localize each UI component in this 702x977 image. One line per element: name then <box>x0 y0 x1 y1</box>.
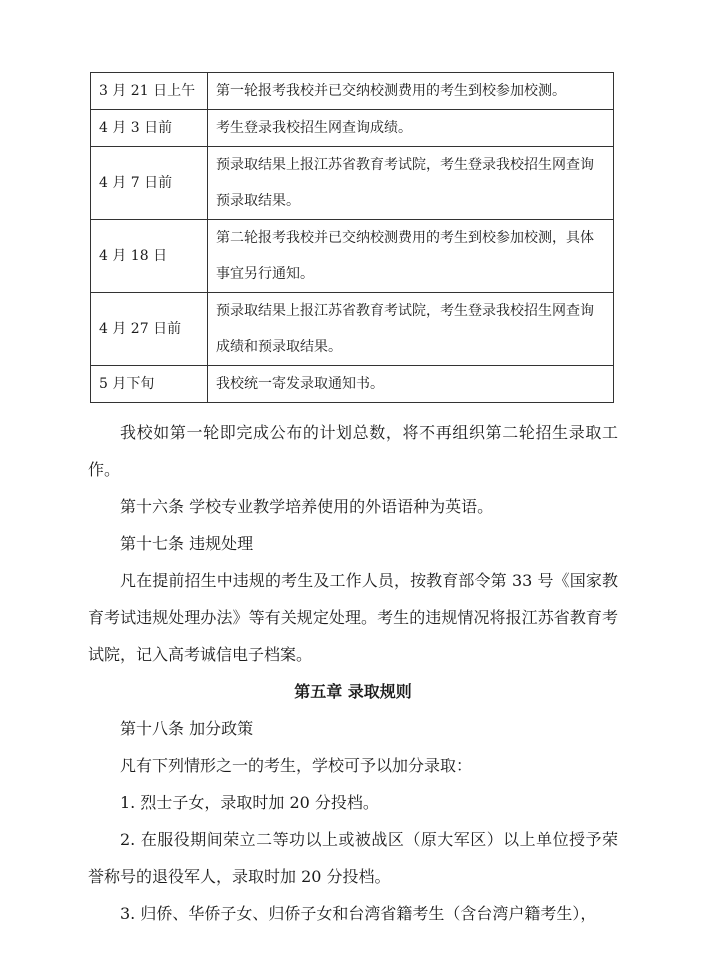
table-row <box>91 110 614 147</box>
schedule-date: 4 月 18 日 <box>91 220 208 293</box>
table-row <box>91 293 614 366</box>
schedule-event: 预录取结果上报江苏省教育考试院，考生登录我校招生网查询成绩和预录取结果。 <box>208 293 614 366</box>
schedule-date: 4 月 7 日前 <box>91 147 208 220</box>
schedule-event: 预录取结果上报江苏省教育考试院，考生登录我校招生网查询预录取结果。 <box>208 147 614 220</box>
bonus-item-2: 2. 在服役期间荣立二等功以上或被战区（原大军区）以上单位授予荣誉称号的退役军人，录取时加 20 分投档。 <box>88 830 618 886</box>
schedule-table <box>90 72 614 403</box>
schedule-date: 4 月 3 日前 <box>91 110 208 147</box>
table-row <box>91 366 614 403</box>
table-row <box>91 147 614 220</box>
schedule-event: 考生登录我校招生网查询成绩。 <box>208 110 614 147</box>
article-16: 第十六条 学校专业教学培养使用的外语语种为英语。 <box>120 497 494 516</box>
schedule-event: 我校统一寄发录取通知书。 <box>208 366 614 403</box>
schedule-date: 5 月下旬 <box>91 366 208 403</box>
table-row <box>91 220 614 293</box>
schedule-event: 第二轮报考我校并已交纳校测费用的考生到校参加校测，具体事宜另行通知。 <box>208 220 614 293</box>
article-17-heading: 第十七条 违规处理 <box>120 534 254 553</box>
article-18-heading: 第十八条 加分政策 <box>120 719 254 738</box>
chapter-title: 第五章 录取规则 <box>294 682 412 701</box>
schedule-date: 4 月 27 日前 <box>91 293 208 366</box>
article-17-body: 凡在提前招生中违规的考生及工作人员，按教育部令第 33 号《国家教育考试违规处理办法》等有关规定处理。考生的违规情况将报江苏省教育考试院，记入高考诚信电子档案。 <box>88 571 618 664</box>
schedule-date: 3 月 21 日上午 <box>91 73 208 110</box>
table-row <box>91 73 614 110</box>
bonus-item-3: 3. 归侨、华侨子女、归侨子女和台湾省籍考生（含台湾户籍考生）， <box>120 904 597 923</box>
bonus-intro: 凡有下列情形之一的考生，学校可予以加分录取： <box>120 756 473 775</box>
bonus-item-1: 1. 烈士子女，录取时加 20 分投档。 <box>120 793 379 812</box>
paragraph-second-round-note: 我校如第一轮即完成公布的计划总数，将不再组织第二轮招生录取工作。 <box>88 423 618 479</box>
schedule-event: 第一轮报考我校并已交纳校测费用的考生到校参加校测。 <box>208 73 614 110</box>
